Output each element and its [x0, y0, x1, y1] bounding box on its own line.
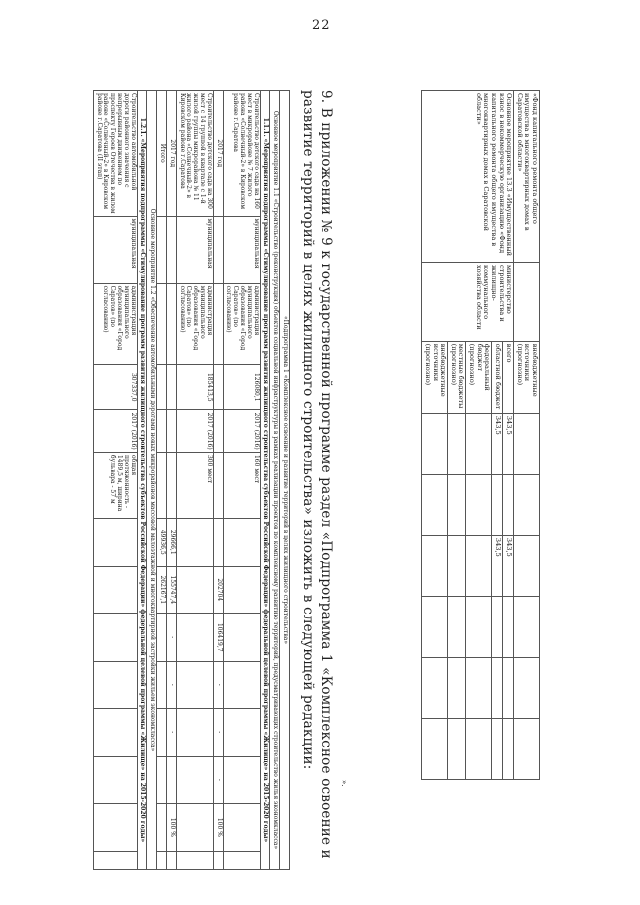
- table-row: [167, 91, 177, 870]
- table-cell: [492, 718, 503, 779]
- table-cell: [157, 216, 167, 283]
- table-cell: [157, 851, 167, 869]
- value-2: 155747,4: [167, 566, 177, 614]
- table-cell: [466, 657, 492, 718]
- value-6: [157, 756, 167, 804]
- table-cell: [213, 452, 223, 518]
- table-cell: [157, 452, 167, 518]
- object-name: Строительство автомобильной дороги районного значения с непрерывным движением по проспекту Героев Отечества в жилом районе «Солнечный-2» в Кировском районе г.Саратова (II этап): [93, 91, 137, 217]
- value-1: 29666,1: [167, 519, 177, 567]
- ownership-type: муниципальная: [223, 216, 260, 283]
- table-cell: [466, 718, 492, 779]
- table-cell: [448, 596, 466, 657]
- measure-1-2: Основное мероприятие 1.2 «Обеспечение автомобильными дорогами новых микрорайонов массовой малоэтажной и многоквартирной застройки жильем экономкласса»: [147, 91, 157, 870]
- table-cell: федеральный бюджет (прогнозно): [466, 341, 492, 413]
- table-cell: 343,5: [492, 413, 503, 474]
- table-cell: [422, 657, 448, 718]
- table-cell: [422, 535, 448, 596]
- table-cell: [466, 474, 492, 535]
- table-cell: [157, 410, 167, 453]
- value-2: [223, 566, 260, 614]
- table-cell: Основное мероприятие 13.3 «Имущественный взнос в некоммерческую организацию «Фонд капитального ремонта общего имущества в многоквартирных домах в Саратовской области»: [422, 91, 514, 263]
- table-cell: 343,5: [503, 535, 514, 596]
- table-row: [514, 91, 540, 780]
- table-row: [270, 91, 280, 870]
- table-row: [157, 91, 167, 870]
- section-heading: 9. В приложении № 9 к государственной программе раздел «Подпрограмма 1 «Комплексное освоение и развитие территорий в целях жилищного строительства» изложить в следующей редакции:: [300, 90, 334, 859]
- table-row: [280, 91, 290, 870]
- table-cell: [93, 756, 137, 804]
- table-cell: [514, 413, 540, 474]
- readiness: 100 %: [167, 804, 177, 852]
- years: 2017 (2016): [176, 410, 213, 453]
- table-cell: [167, 216, 177, 283]
- table-cell: [93, 804, 137, 852]
- table-row: [137, 91, 147, 870]
- table-cell: областной бюджет: [492, 341, 503, 413]
- table-row: [503, 91, 514, 780]
- table-cell: [448, 535, 466, 596]
- table-cell: всего: [503, 341, 514, 413]
- value-5: [176, 709, 213, 757]
- object-name: Строительство детского сада на 160 мест в микрорайоне № 7 жилого района «Солнечный-2» в Кировском районе г.Саратова: [223, 91, 260, 217]
- table-cell: [93, 614, 137, 662]
- table-cell: [514, 596, 540, 657]
- total-label: Итого: [157, 91, 167, 217]
- readiness: [157, 804, 167, 852]
- table-cell: [167, 410, 177, 453]
- table-row: [223, 91, 260, 870]
- capacity: общая протяженность - 1489,5 м, ширина бульвара - 57 м: [93, 452, 137, 518]
- table-cell: [422, 474, 448, 535]
- estimated-cost: 185413,5: [176, 365, 213, 410]
- value-6: [223, 756, 260, 804]
- table-cell: [157, 283, 167, 365]
- estimated-cost: 307337,0: [93, 365, 137, 410]
- table-cell: внебюджетные источники (прогнозно): [422, 341, 448, 413]
- table-cell: [213, 365, 223, 410]
- table-cell: [93, 851, 137, 869]
- capacity: 160 мест: [223, 452, 260, 518]
- table-cell: [157, 365, 167, 410]
- table-cell: [503, 474, 514, 535]
- table-cell: [503, 718, 514, 779]
- table-cell: [223, 851, 260, 869]
- table-cell: [514, 535, 540, 596]
- table-cell: [466, 596, 492, 657]
- page-number: 22: [312, 18, 331, 33]
- table-cell: [448, 657, 466, 718]
- value-3: [157, 614, 167, 662]
- value-2: 262167,1: [157, 566, 167, 614]
- value-4: [176, 661, 213, 709]
- value-2: 202704: [213, 566, 223, 614]
- years: 2017 (2016): [223, 410, 260, 453]
- year-label: 2017 год: [213, 91, 223, 217]
- readiness: 100 %: [213, 804, 223, 852]
- subprogram-title: «Подпрограмма 1 «Комплексное освоение и развитие территорий в целях жилищного строительства»: [280, 91, 290, 870]
- value-1: [213, 519, 223, 567]
- table-cell: [93, 519, 137, 567]
- value-5: -: [213, 709, 223, 757]
- ownership-type: муниципальная: [176, 216, 213, 283]
- table-cell: [503, 596, 514, 657]
- value-4: [223, 661, 260, 709]
- readiness: [223, 804, 260, 852]
- value-4: -: [213, 661, 223, 709]
- value-6: -: [213, 756, 223, 804]
- value-1: [223, 519, 260, 567]
- table-cell: [422, 718, 448, 779]
- value-1: [176, 519, 213, 567]
- table-row: [147, 91, 157, 870]
- capacity: 300 мест: [176, 452, 213, 518]
- value-6: [167, 756, 177, 804]
- value-4: -: [167, 661, 177, 709]
- year-label: 2017 год: [167, 91, 177, 217]
- table-cell: [213, 216, 223, 283]
- table-cell: [514, 657, 540, 718]
- value-3: [223, 614, 260, 662]
- table-cell: [448, 474, 466, 535]
- table-cell: [514, 262, 540, 341]
- value-5: -: [167, 709, 177, 757]
- closing-quote-mark: ».: [340, 780, 348, 787]
- table-cell: министерство строительства и жилищно-коммунального хозяйства области: [422, 262, 514, 341]
- table-cell: [176, 851, 213, 869]
- measure-1-1: Основное мероприятие 1.1 «Строительство (реконструкция) объектов социальной инфраструктуры в рамках реализации проектов по комплексному развитию территорий, предусматривающих строительство жилья экономкласса»: [270, 91, 280, 870]
- table-cell: [93, 709, 137, 757]
- table-cell: [422, 596, 448, 657]
- table-cell: «Фонд капитального ремонта общего имущества в многоквартирных домах в Саратовской области»: [514, 91, 540, 263]
- table-cell: [213, 410, 223, 453]
- table-cell: [514, 474, 540, 535]
- value-3: -: [167, 614, 177, 662]
- measure-1-2-1: 1.2.1. «Мероприятия подпрограммы «Стимулирование программ развития жилищного строительства субъектов Российской Федерации» федеральной целевой программы «Жилище» на 2015-2020 годы»: [137, 91, 147, 870]
- table-cell: 343,5: [503, 413, 514, 474]
- table-cell: [466, 535, 492, 596]
- value-6: [176, 756, 213, 804]
- table-row: [260, 91, 270, 870]
- value-2: [176, 566, 213, 614]
- upper-finance-table: [421, 90, 540, 780]
- rotated-landscape-page: [80, 90, 540, 870]
- table-cell: [213, 851, 223, 869]
- readiness: [176, 804, 213, 852]
- table-cell: [492, 657, 503, 718]
- value-1: 49936,5: [157, 519, 167, 567]
- table-cell: [466, 413, 492, 474]
- measure-1-1-1: 1.1.1. «Мероприятия подпрограммы «Стимулирование программ развития жилищного строительства субъектов Российской Федерации» федеральной целевой программы «Жилище» на 2015-2020 годы»: [260, 91, 270, 870]
- table-cell: [167, 851, 177, 869]
- ownership-type: муниципальная: [93, 216, 137, 283]
- years: 2017 (2016): [93, 410, 137, 453]
- table-cell: [448, 413, 466, 474]
- table-cell: [492, 596, 503, 657]
- table-cell: [93, 566, 137, 614]
- table-cell: [422, 413, 448, 474]
- table-cell: [167, 365, 177, 410]
- table-cell: [448, 718, 466, 779]
- table-cell: [167, 283, 177, 365]
- table-cell: [503, 657, 514, 718]
- main-subprogram-table: [93, 90, 290, 870]
- table-cell: [93, 661, 137, 709]
- value-4: [157, 661, 167, 709]
- customer: администрация муниципального образования «Город Саратов» (по согласованию): [176, 283, 213, 365]
- table-row: [213, 91, 223, 870]
- table-cell: внебюджетные источники (прогнозно): [514, 341, 540, 413]
- object-name: Строительство детского сада на 300 мест с 14 группой в квартале с 1-й жилой группы микрорайона № 11 жилого района «Солнечный-2» в Кировском районе г.Саратова: [176, 91, 213, 217]
- table-cell: [492, 474, 503, 535]
- table-cell: 343,5: [492, 535, 503, 596]
- value-5: [223, 709, 260, 757]
- customer: администрация муниципального образования «Город Саратов» (по согласованию): [223, 283, 260, 365]
- customer: администрация муниципального образования «Город Саратов» (по согласованию): [93, 283, 137, 365]
- value-3: 106419,7: [213, 614, 223, 662]
- table-cell: местные бюджеты (прогнозно): [448, 341, 466, 413]
- estimated-cost: 126080,1: [223, 365, 260, 410]
- value-5: [157, 709, 167, 757]
- table-row: [93, 91, 137, 870]
- table-cell: [167, 452, 177, 518]
- table-cell: [213, 283, 223, 365]
- table-cell: [514, 718, 540, 779]
- table-row: [176, 91, 213, 870]
- value-3: [176, 614, 213, 662]
